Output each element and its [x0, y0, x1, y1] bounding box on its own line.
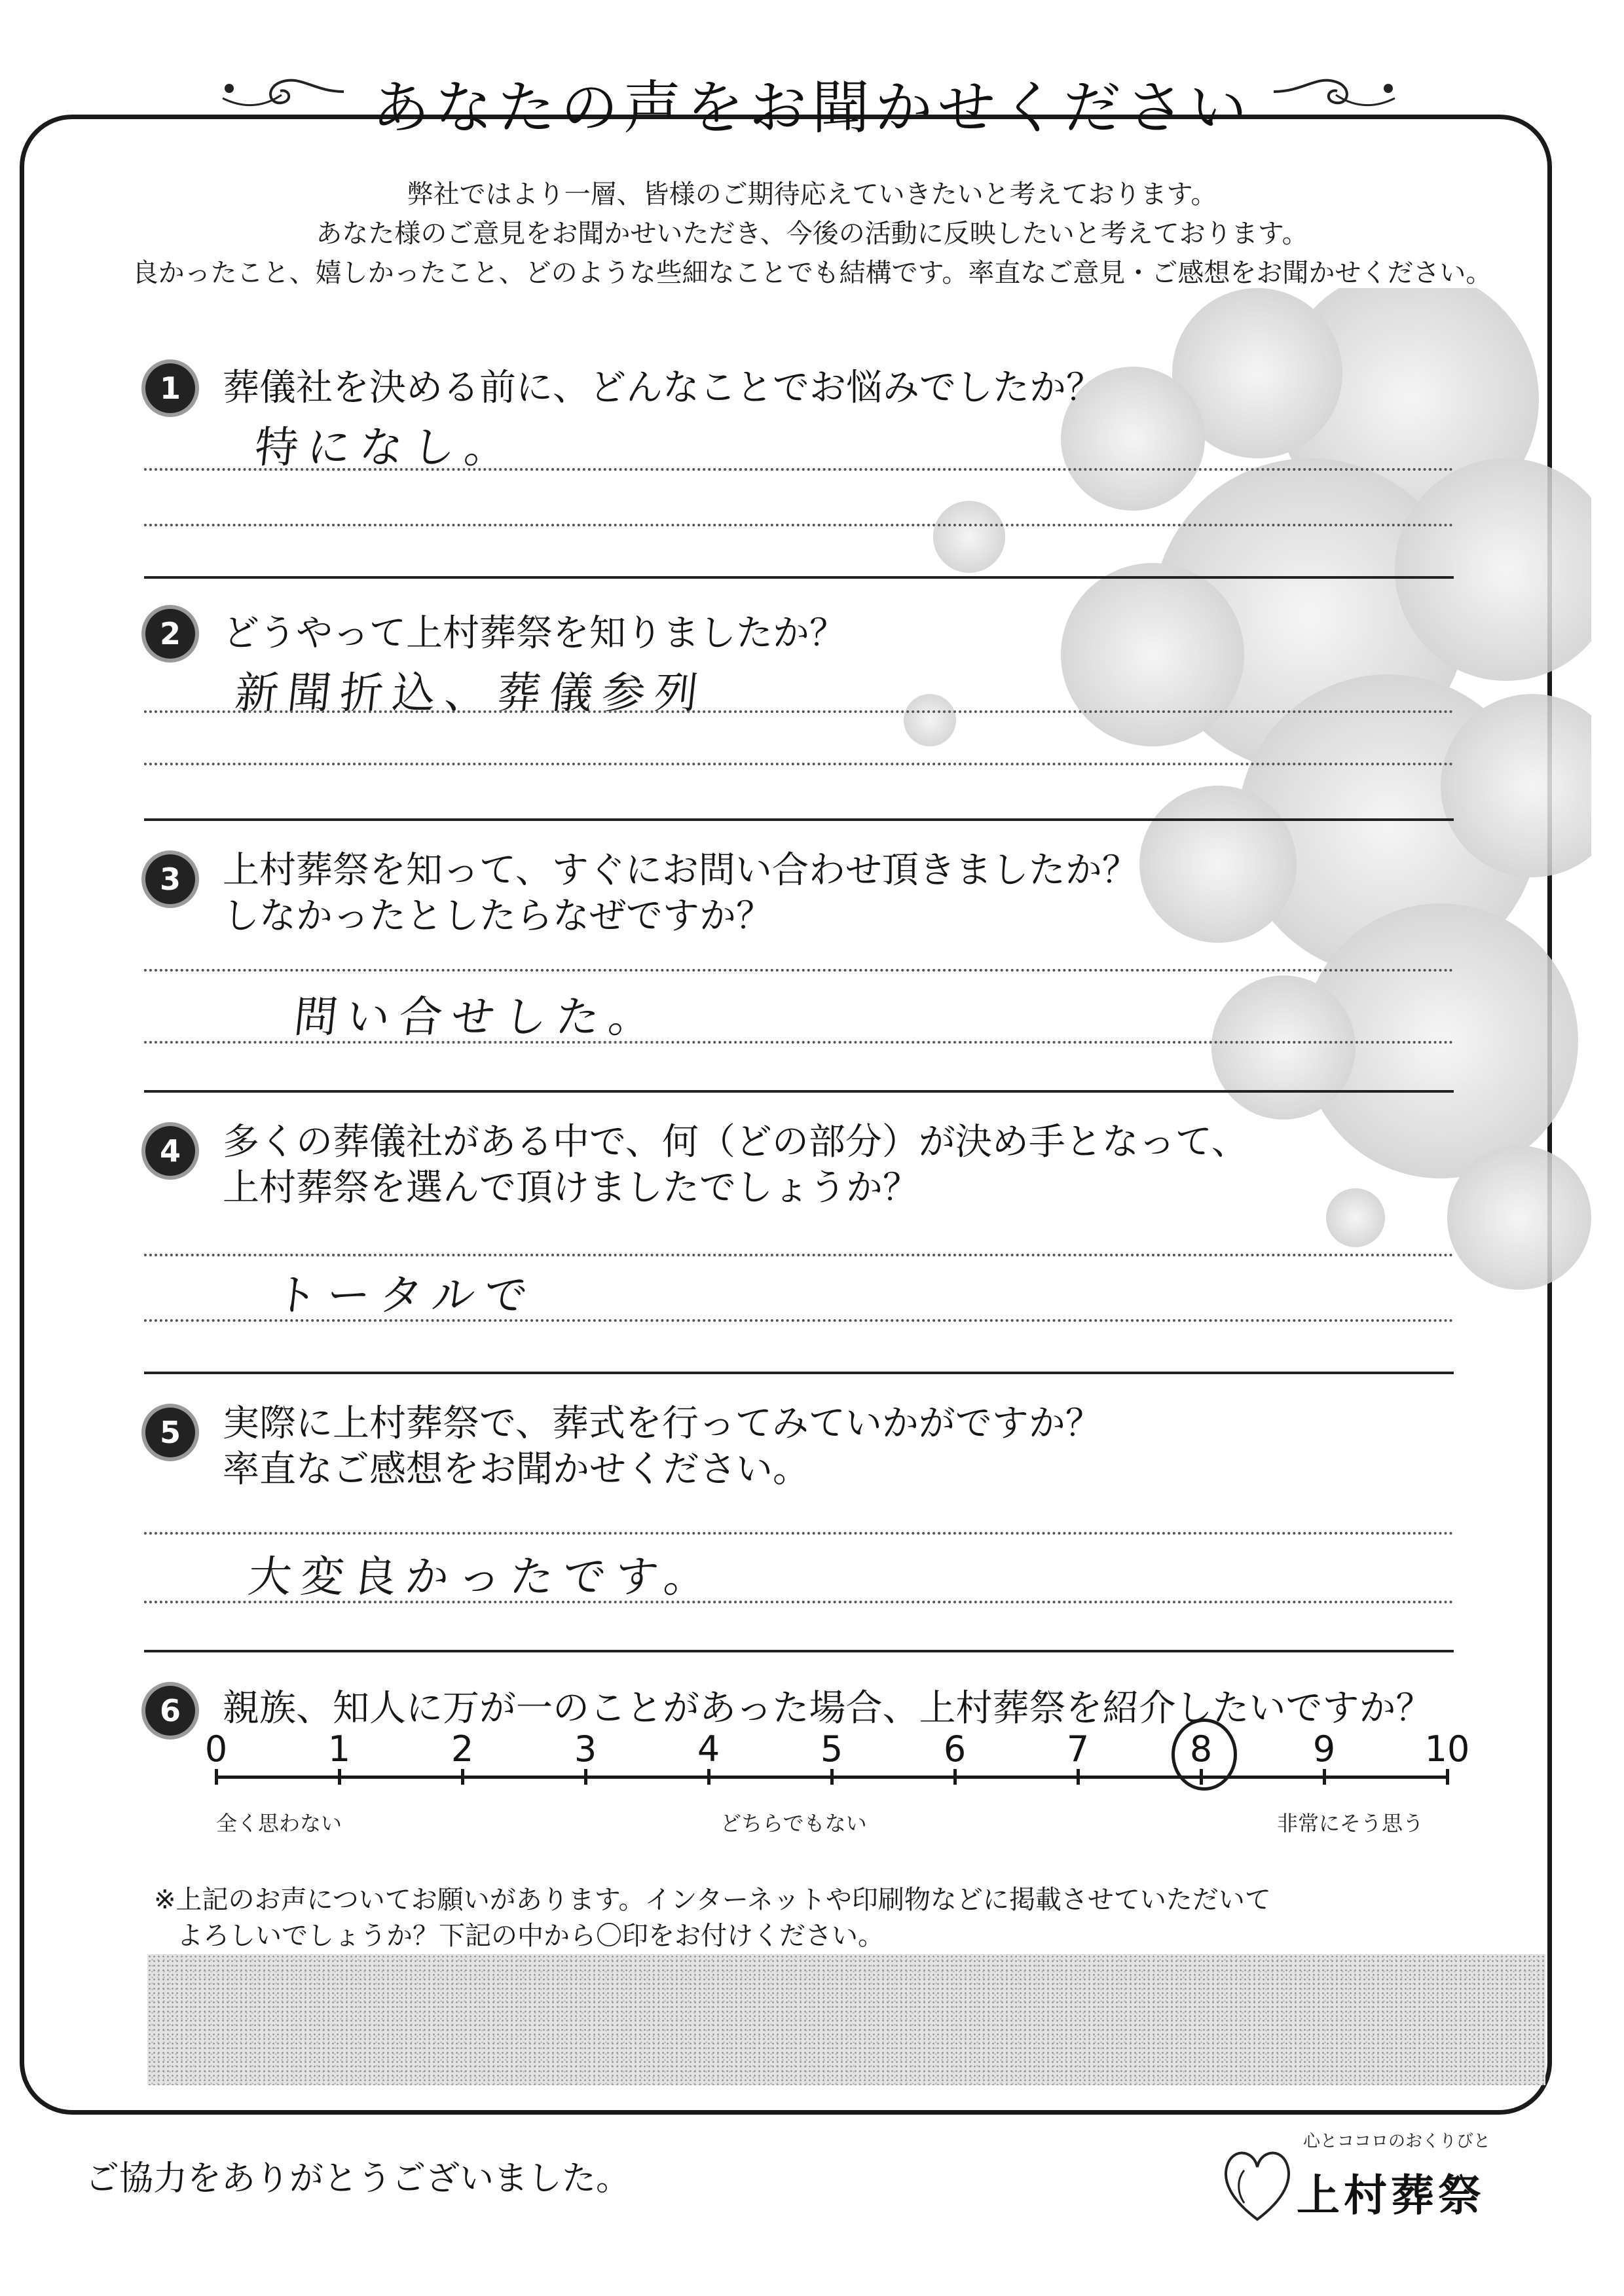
question-3-text-line-2: しなかったとしたらなぜですか？	[223, 895, 773, 938]
answer-3-handwriting: 問い合せした。	[291, 992, 664, 1042]
scale-number-2[interactable]: 2	[451, 1728, 474, 1770]
scale-tick-9	[1323, 1769, 1326, 1785]
logo-tagline: 心とココロのおくりびと	[1303, 2132, 1491, 2151]
answer-4-handwriting: トータルで	[272, 1270, 540, 1321]
answer-line	[144, 1319, 1454, 1322]
scale-tick-7	[1077, 1769, 1080, 1785]
publication-note-line-2: よろしいでしょうか？下記の中から〇印をお付けください。	[177, 1921, 884, 1951]
answer-line	[144, 524, 1454, 526]
scale-tick-6	[953, 1769, 957, 1785]
question-5-text-line-1: 実際に上村葬祭で、葬式を行ってみていかがですか？	[223, 1402, 1102, 1445]
scale-tick-2	[461, 1769, 464, 1785]
answer-line	[144, 1041, 1454, 1044]
scale-number-7[interactable]: 7	[1066, 1728, 1090, 1770]
question-3-text-line-1: 上村葬祭を知って、すぐにお問い合わせ頂きましたか？	[223, 849, 1139, 892]
scale-label-left: 全く思わない	[216, 1811, 342, 1836]
selected-rating-circle	[1172, 1719, 1237, 1791]
company-logo	[1218, 2128, 1532, 2239]
scale-tick-0	[215, 1769, 218, 1785]
answer-line	[144, 468, 1454, 471]
answer-5-handwriting: 大変良かったです。	[246, 1552, 720, 1602]
question-4-text-line-1: 多くの葬儀社がある中で、何（どの部分）が決め手となって、	[223, 1121, 1248, 1163]
question-number-5: 5	[145, 1408, 195, 1457]
section-divider	[144, 1650, 1454, 1652]
section-divider	[144, 1372, 1454, 1374]
intro-line-1: 弊社ではより一層、皆様のご期待応えていきたいと考えております。	[407, 179, 1217, 210]
scale-tick-10	[1446, 1769, 1449, 1785]
scale-number-0[interactable]: 0	[204, 1728, 228, 1770]
question-number-6: 6	[145, 1686, 195, 1736]
scale-label-middle: どちらでもない	[720, 1811, 867, 1836]
intro-line-2: あなた様のご意見をお聞かせいただき、今後の活動に反映したいと考えております。	[316, 219, 1308, 249]
rating-scale	[216, 1768, 1447, 1783]
logo-company-name: 上村葬祭	[1297, 2170, 1485, 2221]
scale-tick-1	[338, 1769, 341, 1785]
scale-number-1[interactable]: 1	[327, 1728, 351, 1770]
scale-number-5[interactable]: 5	[820, 1728, 843, 1770]
answer-line	[144, 1532, 1454, 1535]
scale-number-10[interactable]: 10	[1424, 1728, 1470, 1770]
answer-2-handwriting: 新聞折込、葬儀参列	[232, 668, 710, 718]
question-number-4: 4	[145, 1126, 195, 1176]
question-5-text-line-2: 率直なご感想をお聞かせください。	[223, 1448, 809, 1491]
scale-number-9[interactable]: 9	[1312, 1728, 1336, 1770]
question-4-text-line-2: 上村葬祭を選んで頂けましたでしょうか？	[223, 1167, 919, 1209]
scale-tick-4	[707, 1769, 710, 1785]
heart-logo-icon	[1218, 2141, 1297, 2226]
scale-label-right: 非常にそう思う	[1277, 1811, 1424, 1836]
scale-number-3[interactable]: 3	[574, 1728, 597, 1770]
answer-line	[144, 1601, 1454, 1603]
question-number-2: 2	[145, 609, 195, 659]
answer-1-handwriting: 特になし。	[252, 422, 520, 473]
question-2-text: どうやって上村葬祭を知りましたか？	[223, 612, 846, 655]
intro-line-3: 良かったこと、嬉しかったこと、どのような些細なことでも結構です。率直なご意見・ご感想をお聞かせください。	[132, 258, 1492, 288]
answer-line	[144, 763, 1454, 765]
section-divider	[144, 1090, 1454, 1093]
thanks-message: ご協力をありがとうございました。	[85, 2159, 631, 2198]
question-1-text: 葬儀社を決める前に、どんなことでお悩みでしたか？	[223, 367, 1103, 409]
question-number-3: 3	[145, 854, 195, 904]
question-6-text: 親族、知人に万が一のことがあった場合、上村葬祭を紹介したいですか？	[223, 1687, 1433, 1730]
page-title: あなたの声をお聞かせください	[371, 74, 1252, 141]
scale-tick-5	[830, 1769, 834, 1785]
scale-number-6[interactable]: 6	[943, 1728, 967, 1770]
answer-line	[144, 969, 1454, 972]
answer-line	[144, 710, 1454, 713]
answer-line	[144, 1254, 1454, 1256]
section-divider	[144, 818, 1454, 821]
scale-tick-3	[584, 1769, 587, 1785]
publication-note-line-1: ※上記のお声についてお願いがあります。インターネットや印刷物などに掲載させていただいて	[154, 1885, 1271, 1915]
section-divider	[144, 576, 1454, 579]
scale-number-8[interactable]: 8	[1189, 1728, 1213, 1770]
scale-number-4[interactable]: 4	[697, 1728, 720, 1770]
question-number-1: 1	[145, 363, 195, 413]
consent-answer-area-shaded	[147, 1954, 1545, 2085]
